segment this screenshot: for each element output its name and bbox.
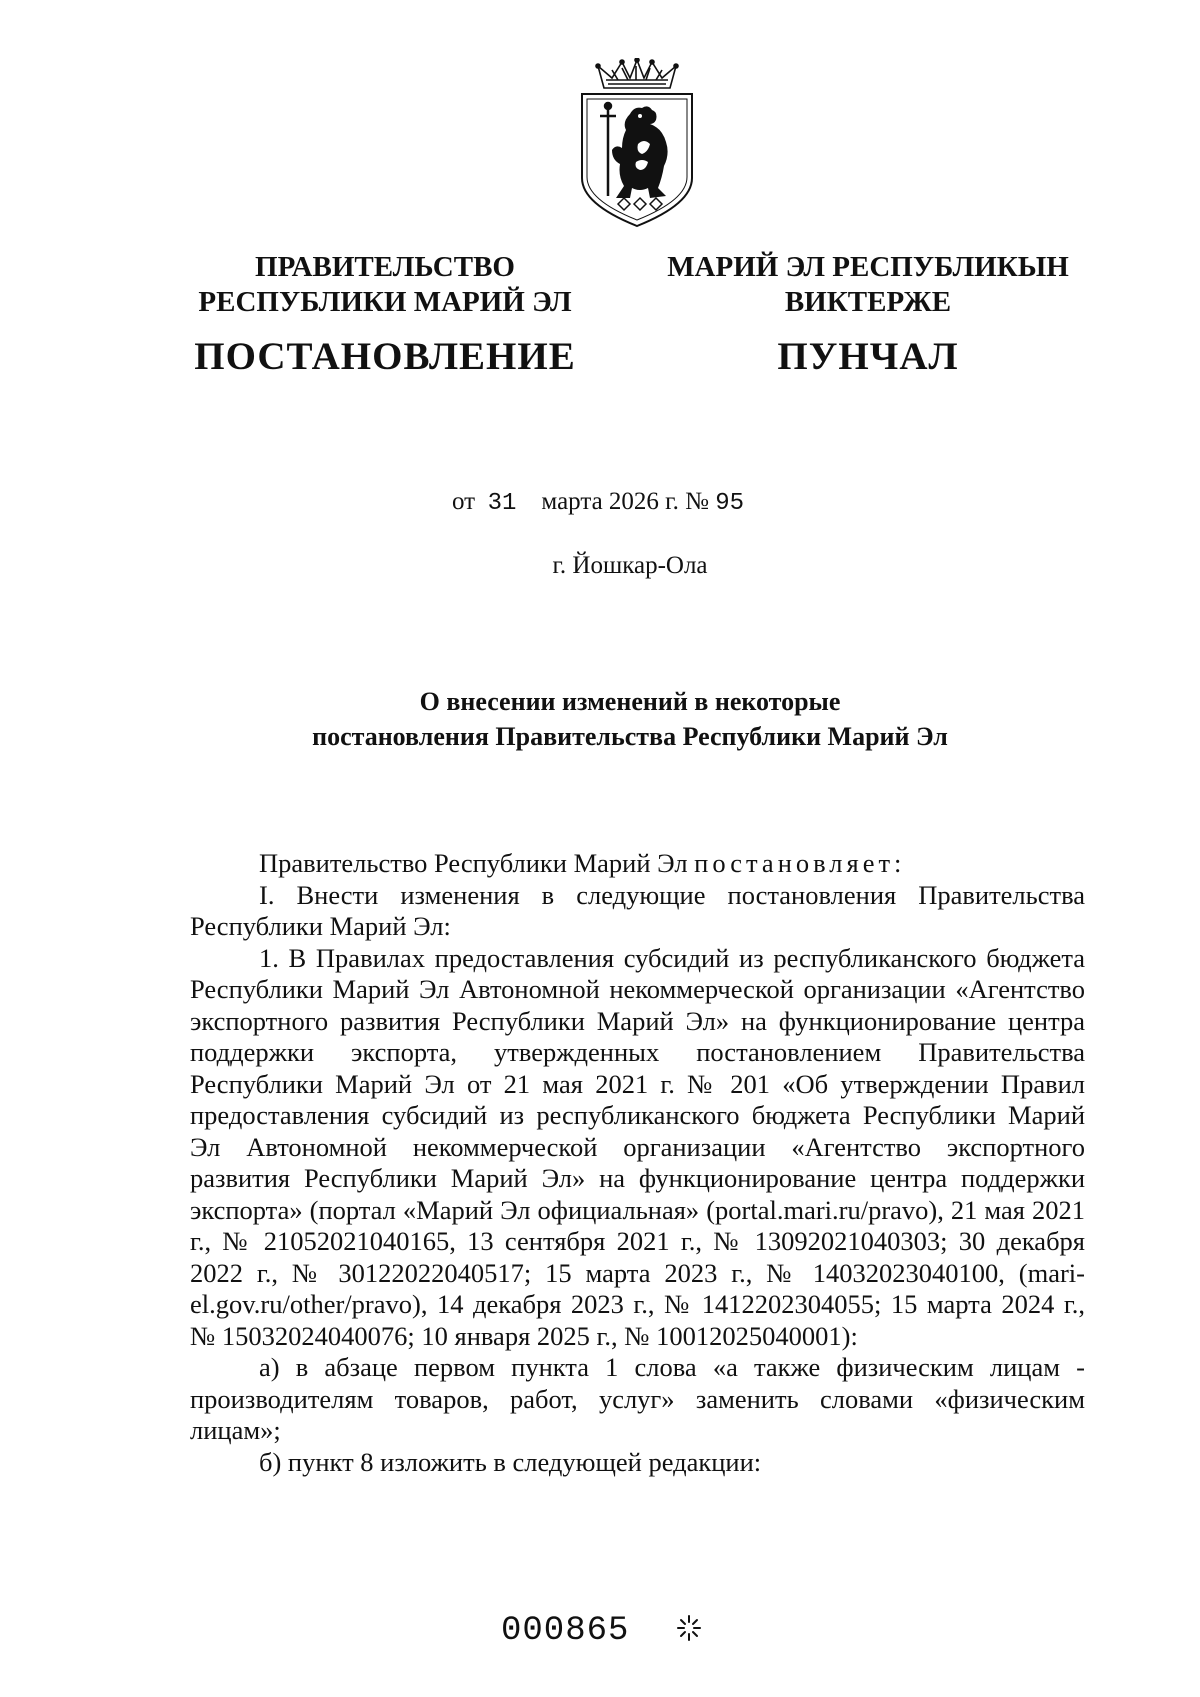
ornament-mark-icon bbox=[675, 1613, 703, 1643]
date-day: 31 bbox=[487, 490, 517, 517]
body-paragraph-item-1: 1. В Правилах предоставления субсидий из республиканского бюджета Республики Марий Эл Автономной некоммерческой организации «Агентство экспортного развития Республики Марий Эл» на функционирование центра поддержки экспорта, утвержденных постановлением Правительства Республики Марий Эл от 21 мая 2021 г. № 201 «Об утверждении Правил предоставления субсидий из республиканского бюджета Республики Марий Эл Автономной некоммерческой организации «Агентство экспортного развития Республики Марий Эл» на функционирование центра поддержки экспорта» (портал «Марий Эл официальная» (portal.mari.ru/pravo), 21 мая 2021 г., № 21052021040165, 13 сентября 2021 г., № 13092021040303; 30 декабря 2022 г., № 30122022040517; 15 марта 2023 г., № 14032023040100, (mari-el.gov.ru/other/pravo), 14 декабря 2023 г., № 1412202304055; 15 марта 2024 г., № 15032024040076; 10 января 2025 г., № 10012025040001): bbox=[190, 942, 1085, 1351]
document-type-russian: ПОСТАНОВЛЕНИЕ bbox=[194, 334, 576, 378]
date-prefix: от bbox=[452, 488, 476, 515]
body-paragraph-subitem-a: а) в абзаце первом пункта 1 слова «а также физическим лицам - производителям товаров, работ, услуг» заменить словами «физическим лицам»; bbox=[190, 1352, 1085, 1445]
coat-of-arms-emblem bbox=[578, 58, 696, 230]
document-number: 95 bbox=[715, 490, 745, 517]
header-right-line2: ВИКТЕРЖЕ bbox=[784, 285, 952, 318]
date-month-year: марта 2026 г. № bbox=[541, 488, 709, 515]
title-line2: постановления Правительства Республики Марий Эл bbox=[312, 722, 948, 752]
header-left-line1: ПРАВИТЕЛЬСТВО bbox=[255, 251, 515, 283]
header-right-line1: МАРИЙ ЭЛ РЕСПУБЛИКЫН bbox=[667, 251, 1069, 283]
date-number-line bbox=[452, 488, 744, 517]
document-body bbox=[190, 848, 1085, 1478]
title-line1: О внесении изменений в некоторые bbox=[419, 687, 841, 716]
body-paragraph-resolves bbox=[190, 848, 1085, 880]
document-type-mari: ПУНЧАЛ bbox=[777, 334, 959, 378]
form-serial-number: 000865 bbox=[501, 1612, 630, 1650]
header-left-block bbox=[175, 250, 595, 380]
document-title bbox=[240, 684, 1020, 754]
body-paragraph-section-1: I. Внести изменения в следующие постановления Правительства Республики Марий Эл: bbox=[190, 879, 1085, 941]
resolves-spaced-word: постановляет: bbox=[694, 848, 906, 878]
header-right-block bbox=[648, 250, 1088, 380]
place-of-issue: г. Йошкар-Ола bbox=[552, 552, 708, 579]
body-paragraph-subitem-b: б) пункт 8 изложить в следующей редакции: bbox=[259, 1446, 762, 1477]
header-left-line2: РЕСПУБЛИКИ МАРИЙ ЭЛ bbox=[198, 285, 572, 318]
resolves-text: Правительство Республики Марий Эл bbox=[259, 848, 695, 878]
